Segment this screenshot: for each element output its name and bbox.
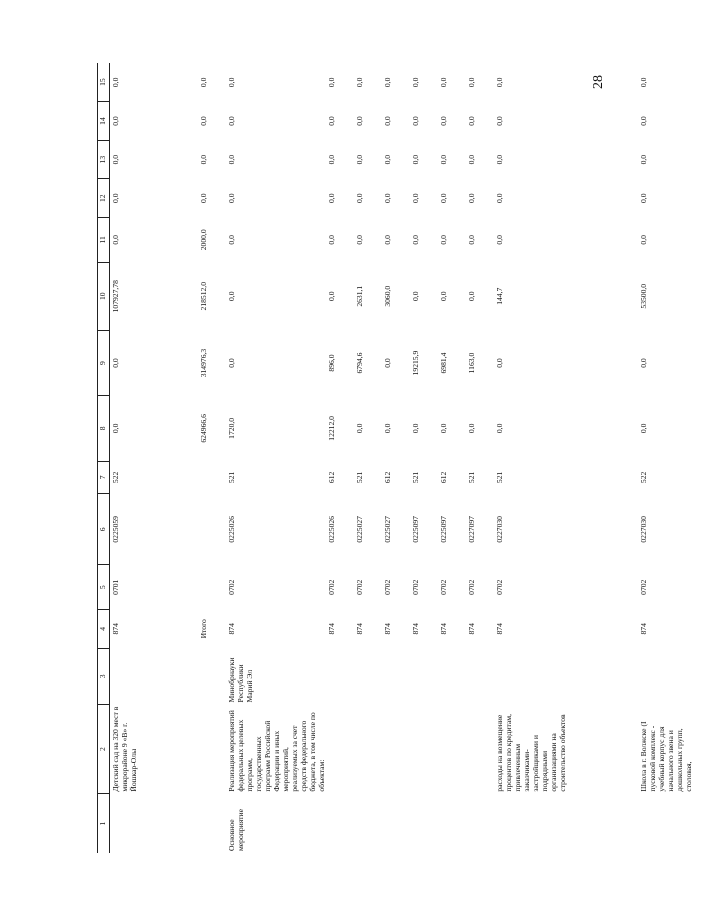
table-row <box>110 63 199 853</box>
table-cell: 874 <box>227 623 236 635</box>
table-cell: 0,0 <box>355 423 365 434</box>
table-cell: 314976,3 <box>199 348 208 378</box>
table-cell: 0,0 <box>495 423 505 434</box>
table-cell: 874 <box>111 623 120 635</box>
table-cell: 521 <box>227 471 236 484</box>
col-header: 15 <box>98 63 110 102</box>
table-cell <box>198 648 226 704</box>
table-cell <box>354 648 382 704</box>
table-cell: 0,0 <box>383 358 393 368</box>
table-cell: 0702 <box>327 579 337 595</box>
table-cell <box>198 705 226 794</box>
table-cell: 0,0 <box>639 235 649 245</box>
table-cell: 0702 <box>355 579 365 595</box>
table-cell: 0,0 <box>227 291 236 301</box>
table-cell: 0225059 <box>111 516 120 543</box>
table-cell: 0,0 <box>411 154 421 165</box>
table-cell <box>410 648 438 704</box>
table-cell: 0,0 <box>199 77 208 88</box>
table-cell: 0,0 <box>411 423 421 434</box>
table-row <box>382 63 410 853</box>
table-cell: 612 <box>439 471 449 484</box>
table-cell <box>494 648 638 704</box>
table-cell: 0,0 <box>439 423 449 434</box>
table-cell: 0,0 <box>111 77 120 88</box>
col-header: 7 <box>98 461 110 494</box>
table-row <box>354 63 382 853</box>
table-cell: 0225027 <box>355 516 365 543</box>
table-cell: 0702 <box>227 579 236 595</box>
table-cell: 0,0 <box>439 77 449 88</box>
table-cell: 0,0 <box>383 116 393 126</box>
table-cell <box>110 648 199 704</box>
table-cell: Минобрнауки Республики Марий Эл <box>227 657 254 703</box>
table-cell: 0,0 <box>327 193 337 203</box>
table-cell: 0702 <box>639 579 649 595</box>
table-cell: 0702 <box>411 579 421 595</box>
table-cell: 0701 <box>111 579 120 595</box>
col-header: 2 <box>98 705 110 794</box>
table-cell: 1163,0 <box>467 352 477 374</box>
table-cell: 0,0 <box>227 193 236 203</box>
table-cell: 0,0 <box>227 235 236 245</box>
table-cell: 0,0 <box>227 77 236 88</box>
table-cell: 874 <box>439 623 449 635</box>
table-cell: 0702 <box>495 579 505 595</box>
table-cell: 0,0 <box>199 193 208 203</box>
table-cell: 0225097 <box>411 516 421 543</box>
table-cell: 107927,78 <box>111 280 120 313</box>
table-cell: 0702 <box>467 579 477 595</box>
table-cell: 0,0 <box>383 423 393 434</box>
table-cell <box>438 794 466 853</box>
table-cell <box>326 648 354 704</box>
table-cell <box>466 705 494 794</box>
table-cell: 521 <box>411 471 421 484</box>
table-cell <box>638 794 706 853</box>
table-cell: 0,0 <box>327 235 337 245</box>
table-row <box>226 63 326 853</box>
table-cell: 0,0 <box>411 116 421 126</box>
table-row <box>494 63 638 853</box>
table-cell: 0,0 <box>327 291 337 301</box>
table-cell: 3060,0 <box>383 285 393 307</box>
table-cell <box>110 794 199 853</box>
table-cell: 0,0 <box>383 193 393 203</box>
table-cell: 0,0 <box>639 154 649 165</box>
table-cell: 874 <box>327 623 337 635</box>
table-cell: 0,0 <box>495 235 505 245</box>
table-cell <box>382 794 410 853</box>
col-header: 8 <box>98 396 110 461</box>
table-row <box>438 63 466 853</box>
col-header: 13 <box>98 140 110 179</box>
table-cell: 0,0 <box>327 116 337 126</box>
table-cell: 0,0 <box>111 154 120 165</box>
table-cell: 0,0 <box>467 77 477 88</box>
table-cell: 521 <box>355 471 365 484</box>
table-row <box>198 63 226 853</box>
table-cell: 0,0 <box>111 423 120 434</box>
header-row <box>98 63 110 853</box>
table-cell: 144,7 <box>495 287 505 305</box>
table-cell: Основное мероприятие <box>227 809 245 851</box>
table-cell: 0,0 <box>355 193 365 203</box>
table-cell: 19215,9 <box>411 350 421 376</box>
table-cell: 0225026 <box>327 516 337 543</box>
table-cell: 0,0 <box>639 116 649 126</box>
table-cell: 0,0 <box>383 77 393 88</box>
table-cell: 874 <box>639 623 649 635</box>
table-cell: 2631,1 <box>355 285 365 307</box>
table-cell: 0,0 <box>111 116 120 126</box>
table-cell <box>410 705 438 794</box>
table-cell: 0,0 <box>439 154 449 165</box>
table-cell <box>198 494 226 565</box>
table-cell: 0,0 <box>467 235 477 245</box>
table-row <box>410 63 438 853</box>
table-cell: 612 <box>383 471 393 484</box>
table-cell: 896,0 <box>327 354 337 372</box>
table-cell: 1720,0 <box>227 417 236 439</box>
table-cell: 0,0 <box>467 193 477 203</box>
table-cell <box>198 565 226 610</box>
table-cell: 0227030 <box>495 516 505 543</box>
table-cell: 0,0 <box>199 154 208 165</box>
table-cell: 0227097 <box>467 516 477 543</box>
table-cell: 874 <box>467 623 477 635</box>
col-header: 5 <box>98 565 110 610</box>
table-cell <box>198 461 226 494</box>
table-cell: 0,0 <box>439 193 449 203</box>
table-cell: 522 <box>111 471 120 484</box>
table-cell <box>494 794 638 853</box>
table-cell <box>326 705 354 794</box>
table-cell: 0,0 <box>639 358 649 368</box>
table-cell: 874 <box>411 623 421 635</box>
page-number: 28 <box>591 75 606 89</box>
table-cell <box>466 648 494 704</box>
col-header: 9 <box>98 330 110 395</box>
table-cell: 0,0 <box>383 154 393 165</box>
table-cell: 0225026 <box>227 516 236 543</box>
col-header: 1 <box>98 794 110 853</box>
table-cell: 521 <box>495 471 505 484</box>
col-header: 3 <box>98 648 110 704</box>
table-cell: 0,0 <box>355 77 365 88</box>
table-cell: 0,0 <box>639 193 649 203</box>
table-cell: 0,0 <box>467 154 477 165</box>
col-header: 10 <box>98 262 110 330</box>
table-cell: 0,0 <box>227 154 236 165</box>
table-cell: 6981,4 <box>439 352 449 374</box>
table-cell: 0,0 <box>639 423 649 434</box>
table-cell: 0,0 <box>199 116 208 126</box>
table-cell: 12212,0 <box>327 416 337 441</box>
table-cell: 0,0 <box>411 291 421 301</box>
table-cell: 0,0 <box>227 358 236 368</box>
col-header: 12 <box>98 179 110 218</box>
table-cell: 0,0 <box>495 77 505 88</box>
table-cell: 0,0 <box>495 358 505 368</box>
table-cell: Итого <box>199 619 208 639</box>
table-cell: 0,0 <box>495 116 505 126</box>
table-cell: 0,0 <box>355 154 365 165</box>
table-cell <box>438 648 466 704</box>
table-cell: 874 <box>495 623 505 635</box>
table-cell: 612 <box>327 471 337 484</box>
table-row <box>638 63 706 853</box>
table-cell: 0,0 <box>355 235 365 245</box>
table-cell: 522 <box>639 471 649 484</box>
table-cell: 6794,6 <box>355 352 365 374</box>
table-cell: 0225097 <box>439 516 449 543</box>
table-cell: 0,0 <box>411 77 421 88</box>
table-cell: 0702 <box>439 579 449 595</box>
budget-table <box>97 63 706 853</box>
table-cell: 0225027 <box>383 516 393 543</box>
table-cell <box>638 648 706 704</box>
table-cell: 0,0 <box>111 193 120 203</box>
table-cell: 0,0 <box>467 116 477 126</box>
table-cell: 0,0 <box>495 193 505 203</box>
table-cell <box>354 794 382 853</box>
table-cell <box>326 794 354 853</box>
table-cell: 0,0 <box>355 116 365 126</box>
table-cell <box>466 794 494 853</box>
table-cell: Школа в г. Волжске (I пусковой комплекс - учебный корпус для начального звена и дошкольных групп, столовая, <box>639 721 694 792</box>
table-cell: 0,0 <box>111 235 120 245</box>
col-header: 14 <box>98 102 110 141</box>
table-row <box>326 63 354 853</box>
table-cell <box>382 705 410 794</box>
table-cell: 0,0 <box>495 154 505 165</box>
table-cell: 0,0 <box>411 235 421 245</box>
table-cell: 874 <box>355 623 365 635</box>
table-cell: 0,0 <box>411 193 421 203</box>
table-cell: 0,0 <box>439 235 449 245</box>
table-cell: 218512,0 <box>199 281 208 311</box>
table-cell <box>382 648 410 704</box>
table-cell: 0,0 <box>111 358 120 368</box>
table-cell: 0,0 <box>327 154 337 165</box>
table-cell: Реализация мероприятий федеральных целевых программ, государственных программ Российской Федерации и иных мероприятий, реализуемых за счет средств федерального бюджета, в том числе по объектам: <box>227 710 326 792</box>
table-cell <box>410 794 438 853</box>
col-header: 4 <box>98 610 110 649</box>
table-cell: расходы на возмещение процентов по кредитам, привлеченным заказчиками-застройщиками и подрядными организациями на строительство объектов <box>495 714 568 792</box>
table-cell: 0,0 <box>383 235 393 245</box>
table-cell: 0,0 <box>227 116 236 126</box>
table-cell: 0702 <box>383 579 393 595</box>
table-cell: 0,0 <box>467 423 477 434</box>
table-cell: 0,0 <box>439 116 449 126</box>
table-cell: 0,0 <box>327 77 337 88</box>
table-cell: 0,0 <box>439 291 449 301</box>
table-cell: 53500,0 <box>639 283 649 309</box>
table-cell <box>438 705 466 794</box>
table-cell: 0,0 <box>639 77 649 88</box>
col-header: 6 <box>98 494 110 565</box>
table-cell <box>198 794 226 853</box>
table-row <box>466 63 494 853</box>
table-cell <box>354 705 382 794</box>
table-cell: 521 <box>467 471 477 484</box>
table-cell: 624966,6 <box>199 414 208 443</box>
table-cell: 0,0 <box>467 291 477 301</box>
table-cell: 2000,0 <box>199 229 208 251</box>
table-cell: 874 <box>383 623 393 635</box>
col-header: 11 <box>98 218 110 263</box>
table-cell: Детский сад на 320 мест в микрорайоне 9 «В» г. Йошкар-Олы <box>111 706 138 792</box>
table-cell: 0227030 <box>639 516 649 543</box>
